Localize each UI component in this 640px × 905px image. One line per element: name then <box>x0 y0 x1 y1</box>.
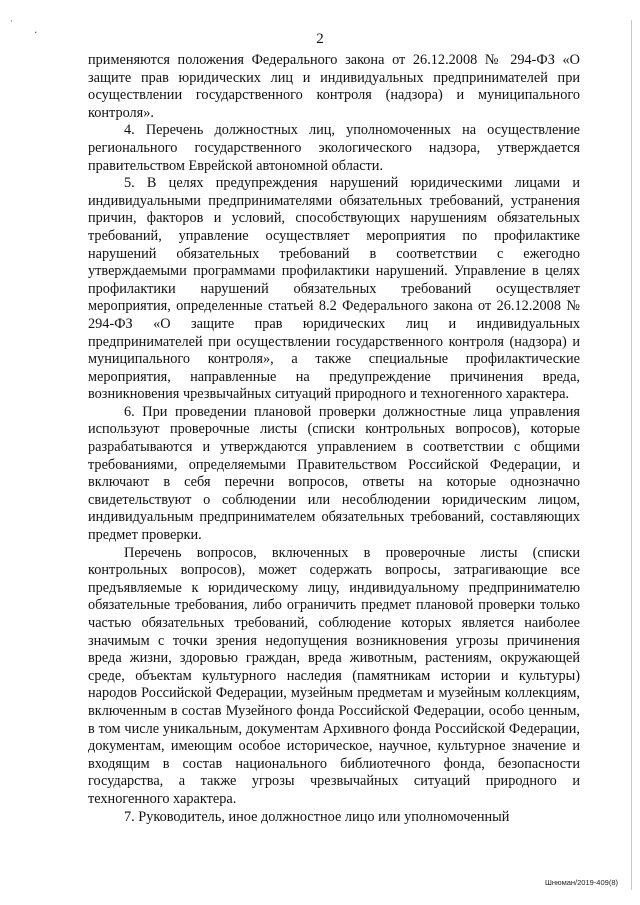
paragraph-continuation: применяются положения Федерального закона от 26.12.2008 № 294-ФЗ «О защите прав юридических лиц и индивидуальных предпринимателей при осуществлении государственного контроля (надзора) и муниципального контроля». <box>88 52 580 121</box>
document-footer-code: Шнюман/2019-409(8) <box>545 878 618 887</box>
paragraph-item-5: 5. В целях предупреждения нарушений юридическими лицами и индивидуальными предпринимателями обязательных требований, устранения причин, факторов и условий, способствующих нарушениям обязательных требований, управление осуществляет мероприятия по профилактике нарушений обязательных требований в соответствии с ежегодно утверждаемыми программами профилактики нарушений. Управление в целях профилактики нарушений обязательных требований осуществляет мероприятия, определенные статьей 8.2 Федерального закона от 26.12.2008 № 294-ФЗ «О защите прав юридических лиц и индивидуальных предпринимателей при осуществлении государственного контроля (надзора) и муниципального контроля», а также специальные профилактические мероприятия, направленные на предупреждение причинения вреда, возникновения чрезвычайных ситуаций природного и техногенного характера. <box>88 175 580 403</box>
scan-page-edge-line <box>631 20 632 890</box>
document-body <box>88 52 580 826</box>
scan-artifact-mark: . <box>34 22 38 36</box>
paragraph-item-7: 7. Руководитель, иное должностное лицо или уполномоченный <box>124 808 510 825</box>
paragraph-item-6: 6. При проведении плановой проверки должностные лица управления используют проверочные листы (списки контрольных вопросов), которые разрабатываются и утверждаются управлением в соответствии с общими требованиями, определяемыми Правительством Российской Федерации, и включают в себя перечни вопросов, ответы на которые однозначно свидетельствуют о соблюдении или несоблюдении юридическим лицом, индивидуальным предпринимателем обязательных требований, составляющих предмет проверки. <box>88 403 580 544</box>
paragraph-item-4: 4. Перечень должностных лиц, уполномоченных на осуществление регионального государственного экологического надзора, утверждается правительством Еврейской автономной области. <box>88 122 580 174</box>
paragraph-checklist-questions: Перечень вопросов, включенных в проверочные листы (списки контрольных вопросов), может содержать вопросы, затрагивающие все предъявляемые к юридическому лицу, индивидуальному предпринимателю обязательные требования, либо ограничить предмет плановой проверки только частью обязательных требований, соблюдение которых является наиболее значимым с точки зрения недопущения возникновения угрозы причинения вреда жизни, здоровью граждан, вреда животным, растениям, окружающей среде, объектам культурного наследия (памятникам истории и культуры) народов Российской Федерации, музейным предметам и музейным коллекциям, включенным в состав Музейного фонда Российской Федерации, особо ценным, в том числе уникальным, документам Архивного фонда Российской Федерации, документам, имеющим особое историческое, научное, культурное значение и входящим в состав национального библиотечного фонда, безопасности государства, а также угрозы чрезвычайных ситуаций природного и техногенного характера. <box>88 544 580 807</box>
scan-artifact-mark: ˙ <box>10 18 14 32</box>
page-number: 2 <box>316 31 324 47</box>
